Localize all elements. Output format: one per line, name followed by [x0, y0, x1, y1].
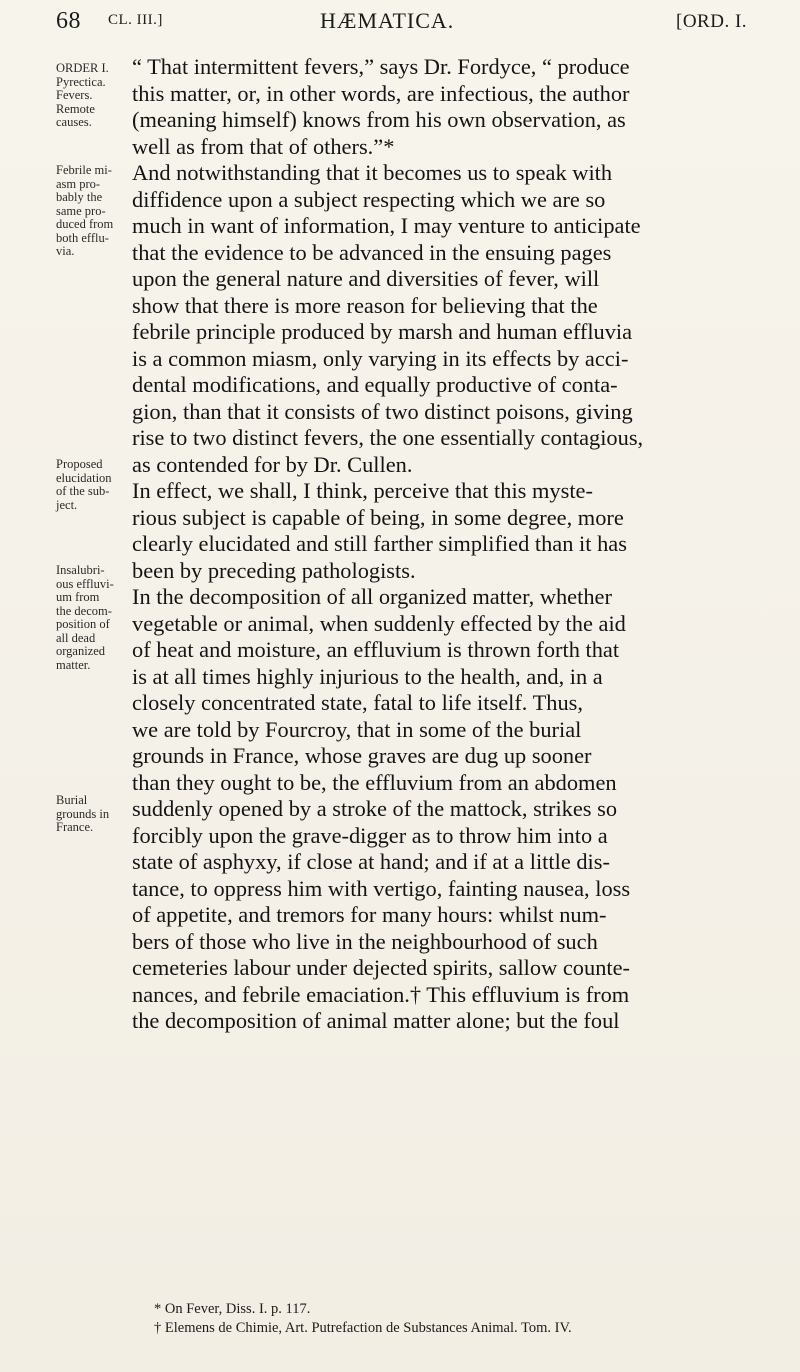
margin-note: ORDER I. Pyrectica. Fevers. Remote causes.: [56, 61, 109, 129]
page-number: 68: [56, 8, 81, 34]
text-line: “ That intermittent fevers,” says Dr. Fordyce, “ produce: [132, 54, 630, 79]
text-line: rious subject is capable of being, in some degree, more: [132, 504, 624, 530]
text-line: is a common miasm, only varying in its effects by acci-: [132, 345, 629, 371]
text-line: that the evidence to be advanced in the ensuing pages: [132, 239, 612, 265]
text-line: grounds in France, whose graves are dug up sooner: [132, 743, 592, 768]
margin-note: Insalubri- ous effluvi- um from the decom- position of all dead organized matter.: [56, 563, 114, 672]
text-line: rise to two distinct fevers, the one essentially contagious,: [132, 425, 644, 450]
text-line: gion, than that it consists of two distinct poisons, giving: [132, 398, 633, 424]
footnote: * On Fever, Diss. I. p. 117.: [154, 1301, 311, 1317]
text-line: been by preceding pathologists.: [132, 557, 416, 583]
running-title: HÆMATICA.: [320, 8, 455, 33]
text-line: upon the general nature and diversities of fever, will: [132, 266, 600, 291]
text-line: show that there is more reason for believing that the: [132, 292, 598, 318]
text-line: In the decomposition of all organized matter, whether: [132, 584, 612, 609]
text-line: as contended for by Dr. Cullen.: [132, 451, 413, 477]
text-line: And notwithstanding that it becomes us to speak with: [132, 160, 613, 185]
chapter-label: CL. III.]: [108, 12, 163, 28]
text-line: suddenly opened by a stroke of the mattock, strikes so: [132, 796, 618, 821]
text-line: well as from that of others.”*: [132, 133, 395, 159]
text-line: (meaning himself) knows from his own observation, as: [132, 107, 626, 132]
text-line: bers of those who live in the neighbourhood of such: [132, 928, 598, 954]
text-line: dental modifications, and equally productive of conta-: [132, 372, 618, 397]
margin-note: Burial grounds in France.: [56, 793, 110, 834]
footnote: † Elemens de Chimie, Art. Putrefaction de Substances Animal. Tom. IV.: [154, 1320, 572, 1336]
text-line: of appetite, and tremors for many hours: whilst num-: [132, 902, 607, 927]
text-line: nances, and febrile emaciation.† This effluvium is from: [132, 981, 630, 1007]
body-text: [132, 54, 756, 1035]
margin-note: Febrile mi- asm pro- bably the same pro- duced from both efflu- via.: [56, 163, 114, 258]
text-line: this matter, or, in other words, are infectious, the author: [132, 80, 630, 106]
text-line: is at all times highly injurious to the health, and, in a: [132, 663, 603, 689]
text-line: tance, to oppress him with vertigo, fainting nausea, loss: [132, 875, 631, 901]
footnotes: [154, 1300, 774, 1338]
text-line: closely concentrated state, fatal to life itself. Thus,: [132, 690, 583, 715]
text-line: vegetable or animal, when suddenly effected by the aid: [132, 610, 626, 636]
text-line: cemeteries labour under dejected spirits, sallow counte-: [132, 955, 631, 980]
text-line: clearly elucidated and still farther simplified than it has: [132, 531, 627, 556]
text-line: much in want of information, I may venture to anticipate: [132, 213, 641, 238]
text-line: diffidence upon a subject respecting which we are so: [132, 186, 606, 212]
text-line: of heat and moisture, an effluvium is thrown forth that: [132, 637, 620, 662]
margin-note: Proposed elucidation of the sub- ject.: [56, 457, 112, 512]
text-line: forcibly upon the grave-digger as to throw him into a: [132, 822, 608, 848]
order-label: [ORD. I.: [676, 11, 748, 32]
text-line: we are told by Fourcroy, that in some of the burial: [132, 716, 582, 742]
text-line: febrile principle produced by marsh and human effluvia: [132, 319, 633, 344]
text-line: the decomposition of animal matter alone; but the foul: [132, 1008, 620, 1033]
text-line: than they ought to be, the effluvium from an abdomen: [132, 769, 617, 795]
text-line: state of asphyxy, if close at hand; and if at a little dis-: [132, 849, 610, 874]
text-line: In effect, we shall, I think, perceive that this myste-: [132, 478, 593, 503]
running-header: [56, 8, 784, 42]
